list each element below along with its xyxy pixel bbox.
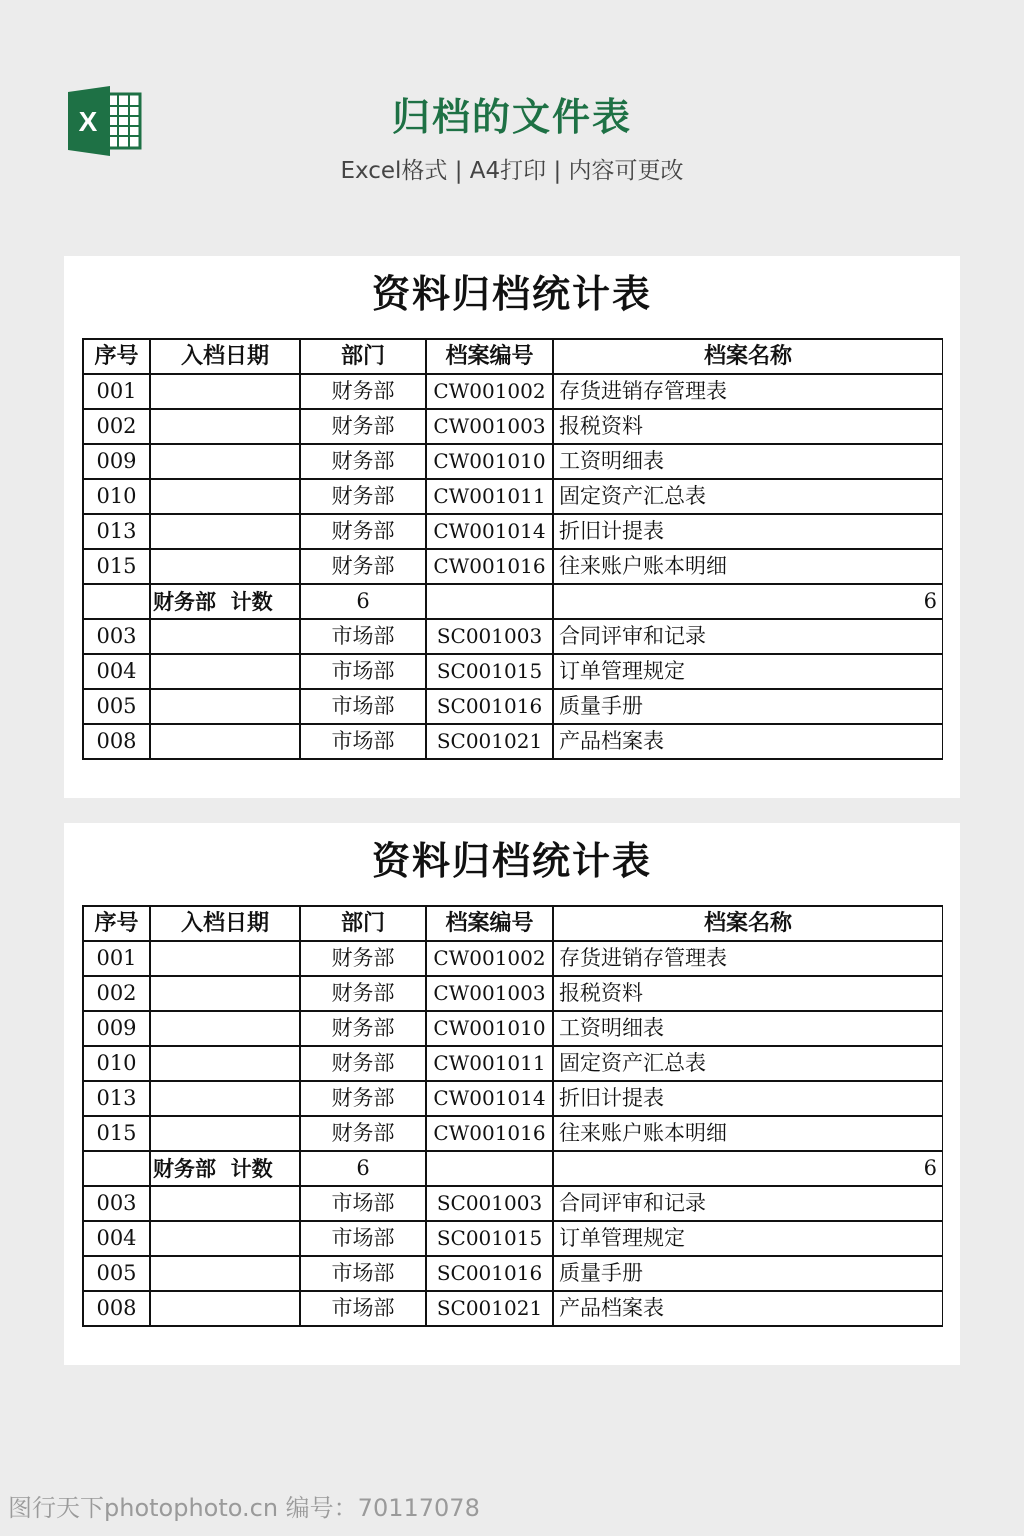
table-row — [83, 1046, 943, 1081]
cell-dept: 市场部 — [300, 1186, 426, 1221]
cell-dept: 财务部 — [300, 976, 426, 1011]
archive-table — [82, 338, 943, 760]
cell-name: 折旧计提表 — [553, 514, 943, 549]
table-row — [83, 374, 943, 409]
table-row — [83, 1116, 943, 1151]
table-viewport — [81, 904, 943, 1347]
table-row — [83, 549, 943, 584]
cell-date — [150, 689, 300, 724]
cell-dept: 财务部 — [300, 374, 426, 409]
cell-dept: 市场部 — [300, 619, 426, 654]
cell-date — [150, 1116, 300, 1151]
cell-date — [150, 1046, 300, 1081]
subtotal-name-count: 6 — [553, 584, 943, 619]
table-row — [83, 1081, 943, 1116]
cell-no: 002 — [83, 409, 150, 444]
cell-date — [150, 654, 300, 689]
cell-no: 004 — [83, 654, 150, 689]
cell-no: 003 — [83, 619, 150, 654]
cell-code: CW001010 — [426, 1011, 553, 1046]
sheet-preview-1 — [64, 256, 960, 798]
cell-no: 003 — [83, 1186, 150, 1221]
cell-dept: 市场部 — [300, 1256, 426, 1291]
table-header-row — [83, 339, 943, 374]
header-cell: 序号 — [83, 339, 150, 374]
cell-name: 折旧计提表 — [553, 1081, 943, 1116]
cell-code: CW001002 — [426, 941, 553, 976]
header-cell: 入档日期 — [150, 339, 300, 374]
table-row — [83, 409, 943, 444]
header-cell: 入档日期 — [150, 906, 300, 941]
table-row — [83, 724, 943, 759]
cell-no: 004 — [83, 1221, 150, 1256]
header-cell: 部门 — [300, 906, 426, 941]
cell-code: SC001015 — [426, 1221, 553, 1256]
cell-code: SC001015 — [426, 654, 553, 689]
cell-name: 订单管理规定 — [553, 654, 943, 689]
header-cell: 档案名称 — [553, 339, 943, 374]
cell-code: CW001011 — [426, 479, 553, 514]
cell-code: SC001016 — [426, 1256, 553, 1291]
archive-table — [82, 905, 943, 1327]
excel-logo-letter: X — [78, 106, 98, 137]
cell-date — [150, 1256, 300, 1291]
cell-name: 存货进销存管理表 — [553, 374, 943, 409]
cell-name: 存货进销存管理表 — [553, 941, 943, 976]
cell-no: 001 — [83, 374, 150, 409]
cell-dept: 财务部 — [300, 409, 426, 444]
cell-dept: 财务部 — [300, 941, 426, 976]
header-cell: 档案编号 — [426, 339, 553, 374]
cell-name: 质量手册 — [553, 1256, 943, 1291]
cell-code: CW001014 — [426, 1081, 553, 1116]
table-row — [83, 689, 943, 724]
table-row — [83, 514, 943, 549]
subtotal-label: 财务部 计数 — [150, 584, 300, 619]
cell-date — [150, 976, 300, 1011]
cell-name: 订单管理规定 — [553, 1221, 943, 1256]
cell-dept: 市场部 — [300, 1291, 426, 1326]
cell-dept: 市场部 — [300, 724, 426, 759]
cell-name: 报税资料 — [553, 976, 943, 1011]
cell-name: 固定资产汇总表 — [553, 1046, 943, 1081]
table-row — [83, 619, 943, 654]
cell-no: 005 — [83, 689, 150, 724]
cell-code: CW001003 — [426, 976, 553, 1011]
table-row — [83, 1221, 943, 1256]
cell-no: 015 — [83, 1116, 150, 1151]
cell-code: CW001010 — [426, 444, 553, 479]
cell-code: CW001016 — [426, 549, 553, 584]
cell-code: CW001016 — [426, 1116, 553, 1151]
cell-name: 往来账户账本明细 — [553, 1116, 943, 1151]
cell-name: 质量手册 — [553, 689, 943, 724]
cell-date — [150, 1011, 300, 1046]
cell-dept: 财务部 — [300, 479, 426, 514]
cell-name: 报税资料 — [553, 409, 943, 444]
cell-dept: 财务部 — [300, 514, 426, 549]
cell-no: 005 — [83, 1256, 150, 1291]
cell-dept: 市场部 — [300, 1221, 426, 1256]
cell-no: 013 — [83, 514, 150, 549]
cell-dept: 市场部 — [300, 654, 426, 689]
cell-date — [150, 374, 300, 409]
table-header-row — [83, 906, 943, 941]
subtotal-row — [83, 584, 943, 619]
table-row — [83, 1011, 943, 1046]
cell-no — [83, 1151, 150, 1186]
table-row — [83, 444, 943, 479]
cell-date — [150, 409, 300, 444]
cell-no — [83, 584, 150, 619]
cell-code: CW001002 — [426, 374, 553, 409]
cell-name: 工资明细表 — [553, 1011, 943, 1046]
cell-code: SC001021 — [426, 1291, 553, 1326]
cell-date — [150, 514, 300, 549]
cell-code: SC001021 — [426, 724, 553, 759]
header-cell: 档案编号 — [426, 906, 553, 941]
cell-dept: 财务部 — [300, 444, 426, 479]
cell-code: SC001016 — [426, 689, 553, 724]
subtotal-name-count: 6 — [553, 1151, 943, 1186]
cell-no: 008 — [83, 1291, 150, 1326]
cell-dept: 市场部 — [300, 689, 426, 724]
sheet-preview-2 — [64, 823, 960, 1365]
cell-name: 工资明细表 — [553, 444, 943, 479]
cell-name: 产品档案表 — [553, 1291, 943, 1326]
cell-date — [150, 1186, 300, 1221]
cell-no: 001 — [83, 941, 150, 976]
cell-name: 产品档案表 — [553, 724, 943, 759]
cell-name: 固定资产汇总表 — [553, 479, 943, 514]
sheet-title: 资料归档统计表 — [371, 838, 652, 883]
cell-date — [150, 1081, 300, 1116]
header-cell: 序号 — [83, 906, 150, 941]
cell-code: SC001003 — [426, 1186, 553, 1221]
cell-code — [426, 1151, 553, 1186]
cell-name: 合同评审和记录 — [553, 1186, 943, 1221]
cell-dept: 财务部 — [300, 549, 426, 584]
cell-no: 009 — [83, 1011, 150, 1046]
cell-code: CW001014 — [426, 514, 553, 549]
cell-no: 002 — [83, 976, 150, 1011]
cell-date — [150, 941, 300, 976]
page-subtitle: Excel格式 | A4打印 | 内容可更改 — [340, 158, 684, 184]
cell-code — [426, 584, 553, 619]
cell-date — [150, 1291, 300, 1326]
subtotal-dept-count: 6 — [300, 584, 426, 619]
subtotal-dept-count: 6 — [300, 1151, 426, 1186]
sheet-title: 资料归档统计表 — [371, 271, 652, 316]
watermark: 图行天下photophoto.cn 编号：70117078 — [8, 1494, 480, 1522]
header-cell: 档案名称 — [553, 906, 943, 941]
cell-date — [150, 549, 300, 584]
table-row — [83, 1256, 943, 1291]
header-cell: 部门 — [300, 339, 426, 374]
cell-date — [150, 724, 300, 759]
cell-dept: 财务部 — [300, 1081, 426, 1116]
table-row — [83, 1186, 943, 1221]
subtotal-row — [83, 1151, 943, 1186]
subtotal-label: 财务部 计数 — [150, 1151, 300, 1186]
cell-name: 往来账户账本明细 — [553, 549, 943, 584]
cell-dept: 财务部 — [300, 1046, 426, 1081]
cell-no: 015 — [83, 549, 150, 584]
cell-dept: 财务部 — [300, 1116, 426, 1151]
table-row — [83, 941, 943, 976]
table-viewport — [81, 337, 943, 780]
table-row — [83, 976, 943, 1011]
cell-date — [150, 479, 300, 514]
cell-code: SC001003 — [426, 619, 553, 654]
cell-no: 008 — [83, 724, 150, 759]
page-title: 归档的文件表 — [391, 95, 632, 139]
cell-date — [150, 619, 300, 654]
cell-no: 010 — [83, 1046, 150, 1081]
cell-name: 合同评审和记录 — [553, 619, 943, 654]
cell-code: CW001003 — [426, 409, 553, 444]
table-row — [83, 1291, 943, 1326]
cell-no: 009 — [83, 444, 150, 479]
cell-date — [150, 1221, 300, 1256]
table-row — [83, 654, 943, 689]
cell-code: CW001011 — [426, 1046, 553, 1081]
cell-no: 013 — [83, 1081, 150, 1116]
cell-dept: 财务部 — [300, 1011, 426, 1046]
table-row — [83, 479, 943, 514]
cell-no: 010 — [83, 479, 150, 514]
cell-date — [150, 444, 300, 479]
